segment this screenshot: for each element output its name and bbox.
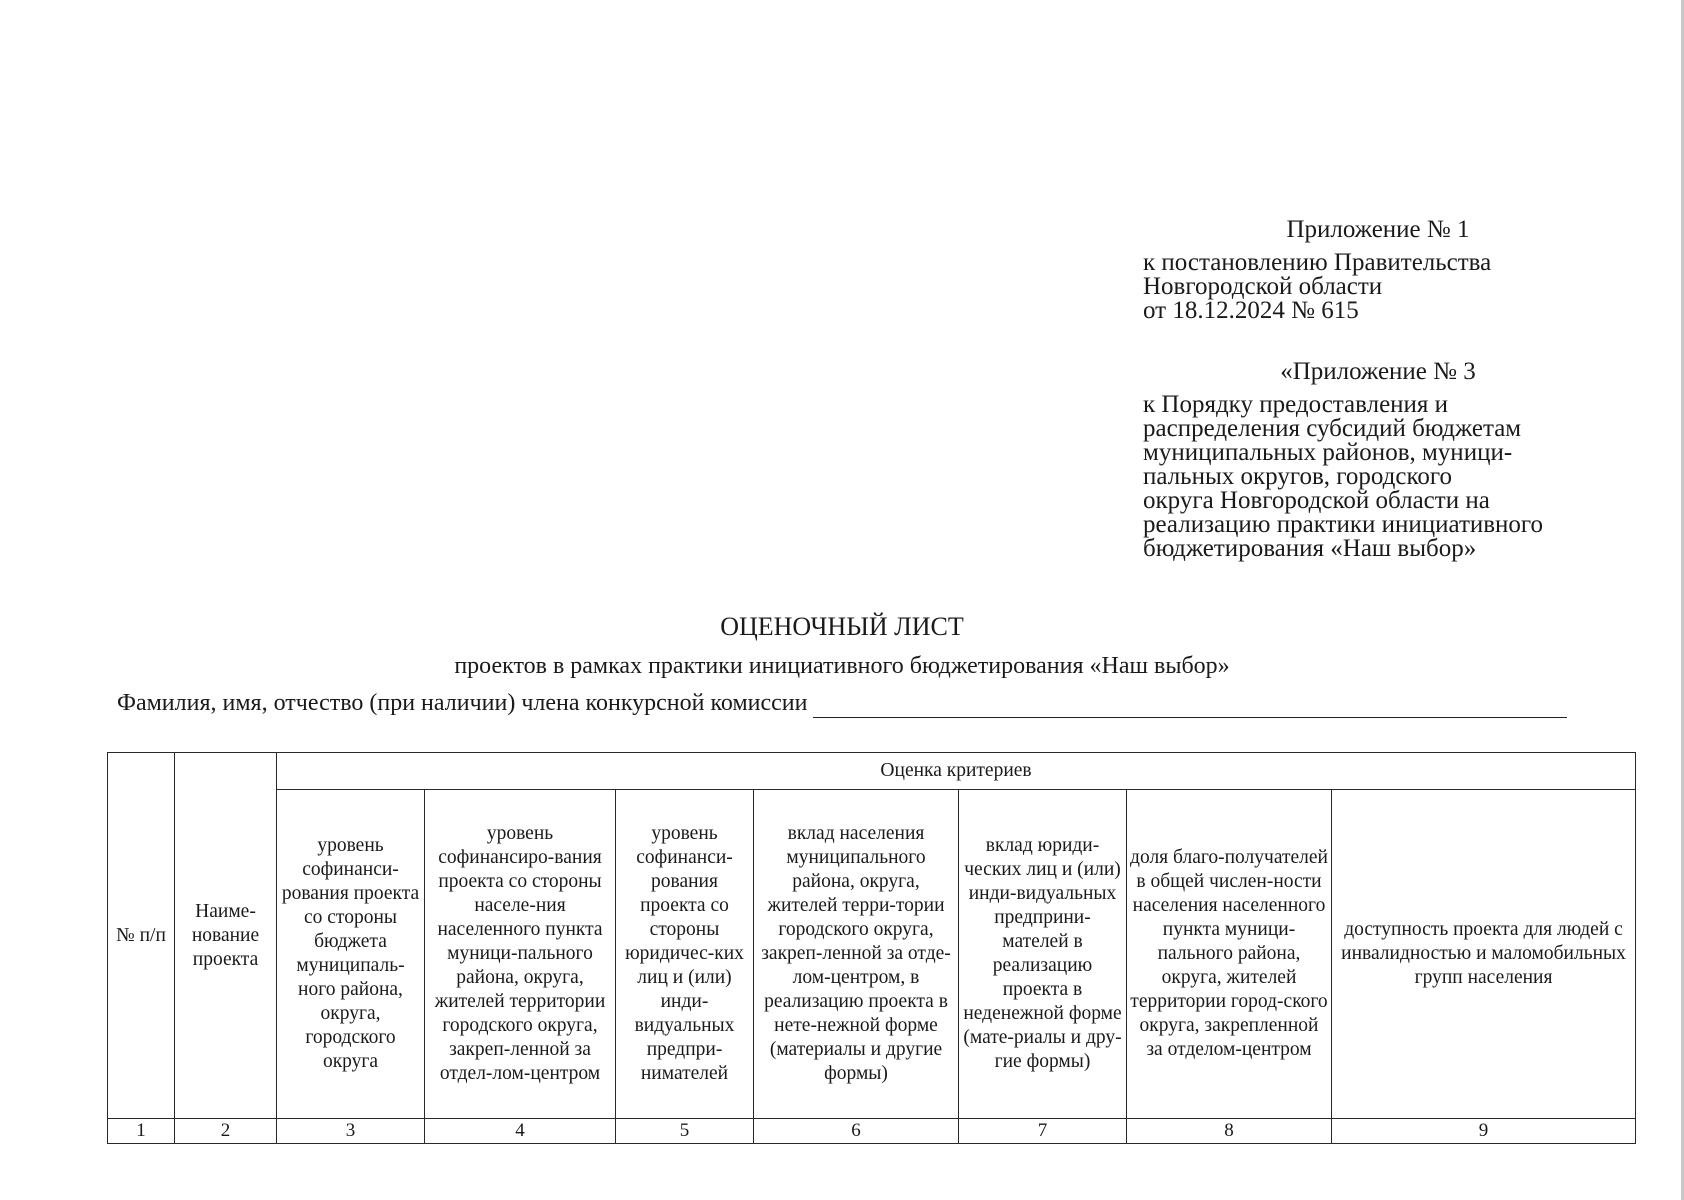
evaluation-table-wrapper [107,752,1635,1144]
table-criteria-row [108,790,1636,1119]
criterion-cell: уровень софинанси-рования проекта со стороны бюджета муниципаль-ного района, округа, городского округа [277,790,425,1119]
criterion-cell: доля благо-получателей в общей числен-ности населения населенного пункта муници-пального района, округа, жителей территории город-ского округа, закрепленной за отделом-центром [1127,790,1332,1119]
column-number-cell: 7 [959,1119,1127,1144]
appendix-line: бюджетирования «Наш выбор» [1143,535,1477,562]
header-cell-criteria-group: Оценка критериев [277,753,1636,790]
evaluation-table [107,752,1636,1144]
appendix-heading: Приложение № 1 [1286,216,1470,243]
appendix-line: реализацию практики инициативного [1143,511,1544,538]
column-number-cell: 5 [616,1119,754,1144]
appendix-line: Новгородской области [1143,273,1383,300]
column-number-cell: 8 [1127,1119,1332,1144]
column-number-cell: 2 [175,1119,277,1144]
table-header-row [108,753,1636,790]
appendix-note [1143,215,1613,561]
appendix-line: муниципальных районов, муници- [1143,439,1513,466]
criterion-cell: доступность проекта для людей с инвалидностью и маломобильных групп населения [1332,790,1636,1119]
appendix-reference [1143,251,1613,323]
column-number-cell: 4 [425,1119,616,1144]
appendix-line: округа Новгородской области на [1143,487,1490,514]
column-number-cell: 6 [754,1119,959,1144]
criterion-cell: уровень софинанси-рования проекта со стороны юридичес-ких лиц и (или) инди-видуальных предпри-нимателей [616,790,754,1119]
table-column-number-row [108,1119,1636,1144]
header-cell-number: № п/п [108,753,175,1119]
commission-member-field [117,688,1567,718]
appendix-heading-2: «Приложение № 3 [1280,358,1476,385]
header-cell-project-name: Наиме-нование проекта [175,753,277,1119]
document-title: ОЦЕНОЧНЫЙ ЛИСТ [720,612,964,641]
column-number-cell: 3 [277,1119,425,1144]
appendix-line: распределения субсидий бюджетам [1143,415,1522,442]
criterion-cell: вклад населения муниципального района, округа, жителей терри-тории городского округа, закреп-ленной за отде-лом-центром, в реализацию проекта в нете-нежной форме (материалы и другие формы) [754,790,959,1119]
appendix-line: к постановлению Правительства [1143,249,1492,276]
appendix-reference-2 [1143,393,1613,561]
commission-member-fill-line [813,695,1567,718]
appendix-line: пальных округов, городского [1143,463,1452,490]
column-number-cell: 1 [108,1119,175,1144]
criterion-cell: вклад юриди-ческих лиц и (или) инди-видуальных предприни-мателей в реализацию проекта в неденежной форме (мате-риалы и дру-гие формы) [959,790,1127,1119]
commission-member-label: Фамилия, имя, отчество (при наличии) члена конкурсной комиссии [117,690,808,716]
appendix-line: к Порядку предоставления и [1143,391,1449,418]
column-number-cell: 9 [1332,1119,1636,1144]
criterion-cell: уровень софинансиро-вания проекта со стороны населе-ния населенного пункта муници-пального района, округа, жителей территории городского округа, закреп-ленной за отдел-лом-центром [425,790,616,1119]
appendix-line: от 18.12.2024 № 615 [1143,297,1359,324]
document-subtitle: проектов в рамках практики инициативного бюджетирования «Наш выбор» [454,653,1230,679]
